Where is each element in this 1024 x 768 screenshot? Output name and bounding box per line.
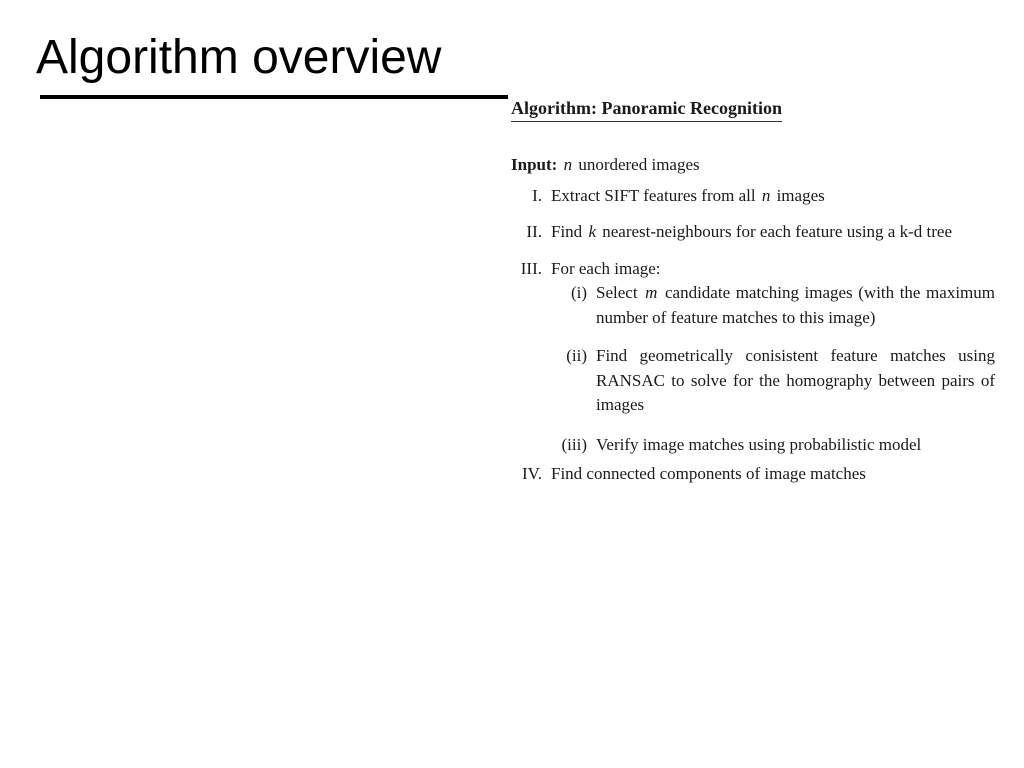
slide-title: Algorithm overview — [36, 31, 442, 84]
substep-text-post: candidate matching images (with the maximum number of feature matches to this image) — [596, 283, 995, 327]
input-variable: n — [563, 155, 573, 174]
step-variable: k — [588, 222, 596, 241]
algorithm-heading: Algorithm: Panoramic Recognition — [511, 96, 782, 122]
step-text-pre: Find — [551, 222, 583, 241]
step-number: IV. — [522, 464, 542, 483]
substep-number: (ii) — [566, 346, 587, 365]
substep-number: (iii) — [561, 434, 587, 454]
substep-text-pre: Select — [596, 283, 638, 302]
step-1 — [511, 184, 995, 208]
step-variable: n — [761, 186, 771, 205]
substep-i — [551, 281, 995, 330]
step-text-post: images — [776, 186, 825, 205]
step-4 — [511, 462, 995, 486]
substep-text: Find geometrically conisistent feature matches using RANSAC to solve for the homography between pairs of images — [596, 346, 995, 414]
step-text-pre: Extract SIFT features from all — [551, 186, 756, 205]
substep-iii — [551, 433, 995, 458]
substep-ii — [551, 344, 995, 418]
substep-variable: m — [645, 283, 658, 302]
step-text-post: nearest-neighbours for each feature using a k-d tree — [602, 222, 952, 241]
input-text: unordered images — [578, 155, 700, 174]
step-2 — [511, 220, 995, 244]
algorithm-input — [511, 154, 995, 176]
input-label: Input: — [511, 155, 558, 174]
step-text: For each image: — [551, 259, 661, 278]
step-number: III. — [520, 259, 542, 278]
substeps — [551, 281, 995, 457]
title-underline — [40, 95, 508, 99]
substep-text: Verify image matches using probabilistic model — [596, 434, 922, 454]
step-3 — [511, 257, 995, 457]
substep-number: (i) — [570, 283, 587, 302]
algorithm-steps — [511, 184, 995, 486]
step-number: II. — [526, 222, 542, 241]
algorithm-box — [511, 96, 995, 486]
step-number: I. — [532, 186, 542, 205]
step-text: Find connected components of image matches — [551, 464, 866, 483]
